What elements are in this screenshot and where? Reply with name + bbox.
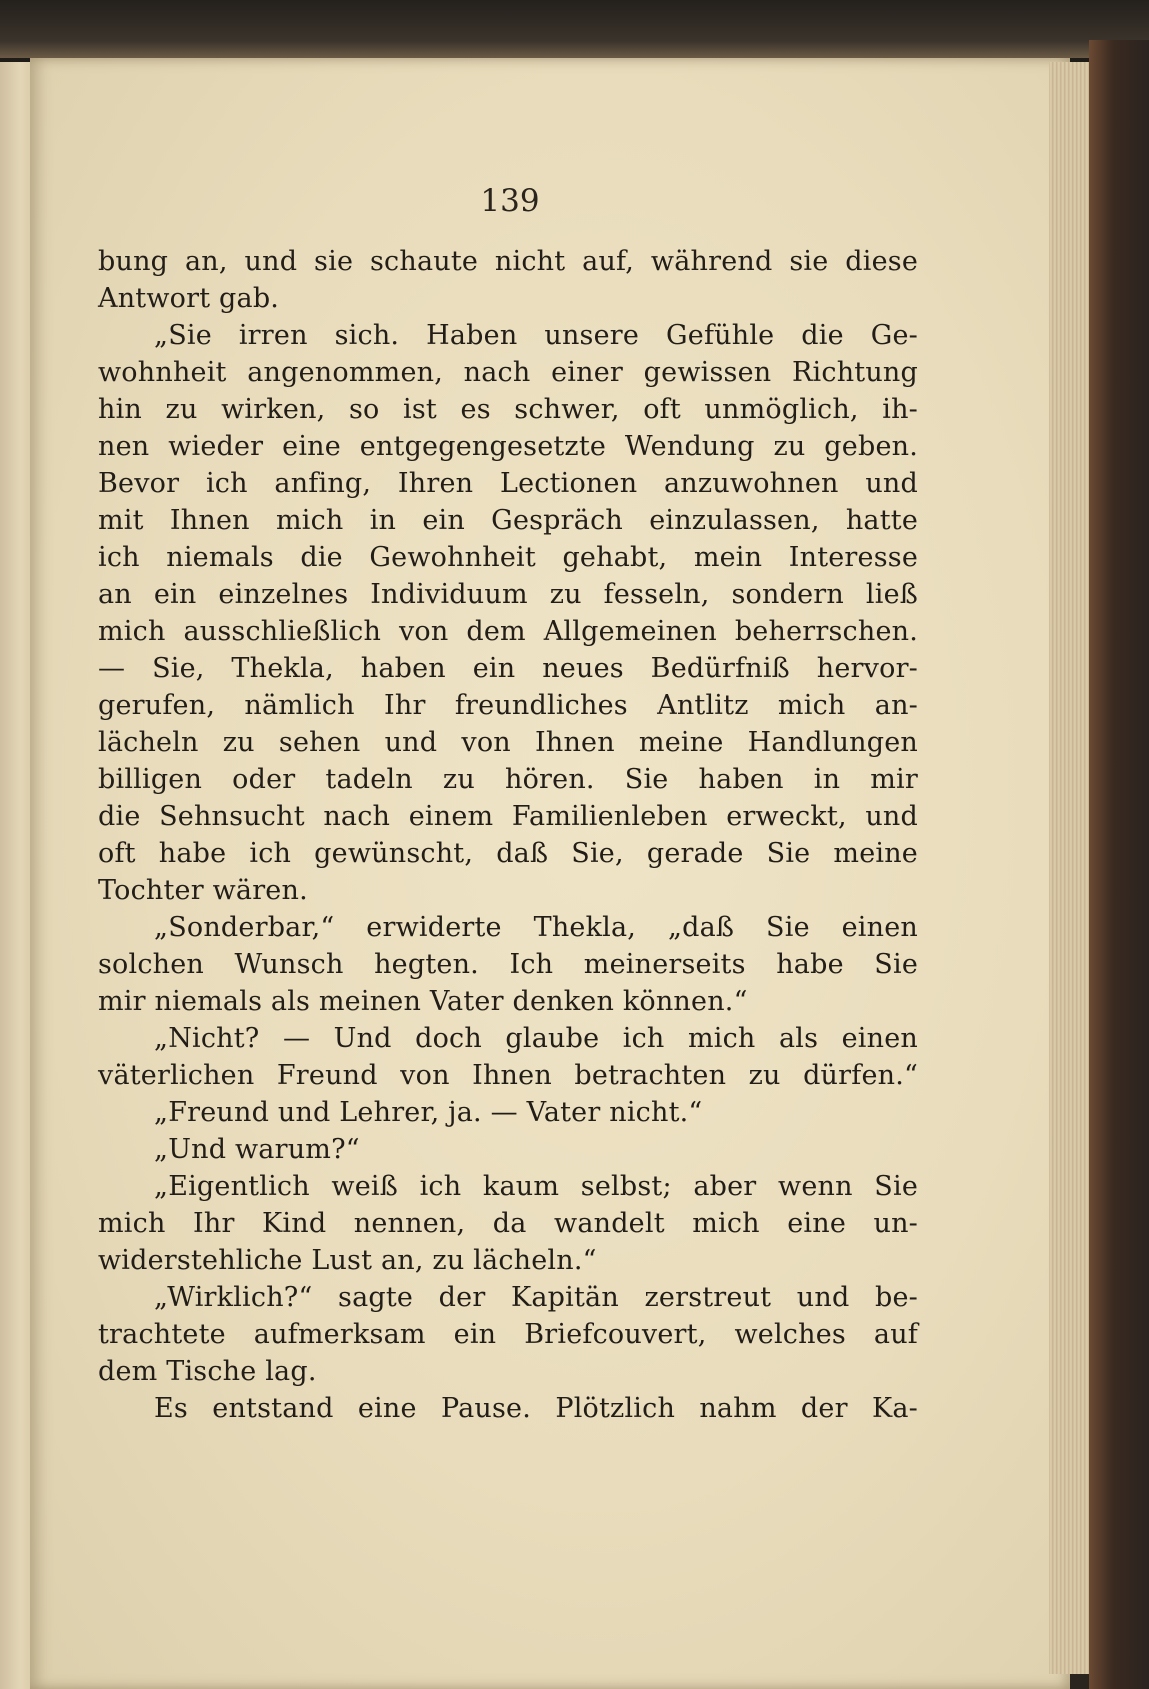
text-line: „Sonderbar,“ erwiderte Thekla, „daß Sie einen <box>154 912 918 943</box>
text-line: bung an, und sie schaute nicht auf, während sie diese <box>98 246 918 277</box>
text-line: Bevor ich anfing, Ihren Lectionen anzuwohnen und <box>98 468 918 499</box>
text-line: Es entstand eine Pause. Plötzlich nahm der Ka- <box>154 1393 918 1424</box>
text-line: „Wirklich?“ sagte der Kapitän zerstreut und be- <box>154 1282 918 1313</box>
text-line: lächeln zu sehen und von Ihnen meine Handlungen <box>98 727 918 758</box>
text-line: „Und warum?“ <box>154 1134 360 1165</box>
text-line: widerstehliche Lust an, zu lächeln.“ <box>98 1245 597 1276</box>
text-line: nen wieder eine entgegengesetzte Wendung zu geben. <box>98 431 918 462</box>
book-cover-right <box>1089 40 1149 1689</box>
text-line: billigen oder tadeln zu hören. Sie haben in mir <box>98 764 918 795</box>
text-line: „Sie irren sich. Haben unsere Gefühle die Ge- <box>154 320 918 351</box>
book-binding-top <box>0 0 1149 58</box>
text-line: trachtete aufmerksam ein Briefcouvert, welches auf <box>98 1319 918 1350</box>
book-page <box>30 58 1070 1689</box>
text-line: Tochter wären. <box>98 875 308 906</box>
text-line: Antwort gab. <box>98 283 280 314</box>
text-line: mich Ihr Kind nennen, da wandelt mich eine un- <box>98 1208 918 1239</box>
text-line: mir niemals als meinen Vater denken können.“ <box>98 986 748 1017</box>
text-line: an ein einzelnes Individuum zu fesseln, sondern ließ <box>98 579 918 610</box>
page-stack-edge <box>1049 62 1089 1674</box>
text-line: „Freund und Lehrer, ja. — Vater nicht.“ <box>154 1097 703 1128</box>
text-line: — Sie, Thekla, haben ein neues Bedürfniß hervor- <box>98 653 918 684</box>
text-line: hin zu wirken, so ist es schwer, oft unmöglich, ih- <box>98 394 918 425</box>
page-number: 139 <box>480 183 540 219</box>
text-line: „Eigentlich weiß ich kaum selbst; aber wenn Sie <box>154 1171 918 1202</box>
previous-page-edge <box>0 62 34 1689</box>
text-line: oft habe ich gewünscht, daß Sie, gerade Sie meine <box>98 838 918 869</box>
text-line: väterlichen Freund von Ihnen betrachten zu dürfen.“ <box>98 1060 918 1091</box>
text-line: mich ausschließlich von dem Allgemeinen beherrschen. <box>98 616 918 647</box>
text-line: gerufen, nämlich Ihr freundliches Antlitz mich an- <box>98 690 918 721</box>
text-line: dem Tische lag. <box>98 1356 317 1387</box>
text-line: wohnheit angenommen, nach einer gewissen Richtung <box>98 357 918 388</box>
text-line: solchen Wunsch hegten. Ich meinerseits habe Sie <box>98 949 918 980</box>
text-line: ich niemals die Gewohnheit gehabt, mein Interesse <box>98 542 918 573</box>
text-line: die Sehnsucht nach einem Familienleben erweckt, und <box>98 801 918 832</box>
text-line: mit Ihnen mich in ein Gespräch einzulassen, hatte <box>98 505 918 536</box>
page-text <box>98 243 918 1427</box>
text-line: „Nicht? — Und doch glaube ich mich als einen <box>154 1023 918 1054</box>
